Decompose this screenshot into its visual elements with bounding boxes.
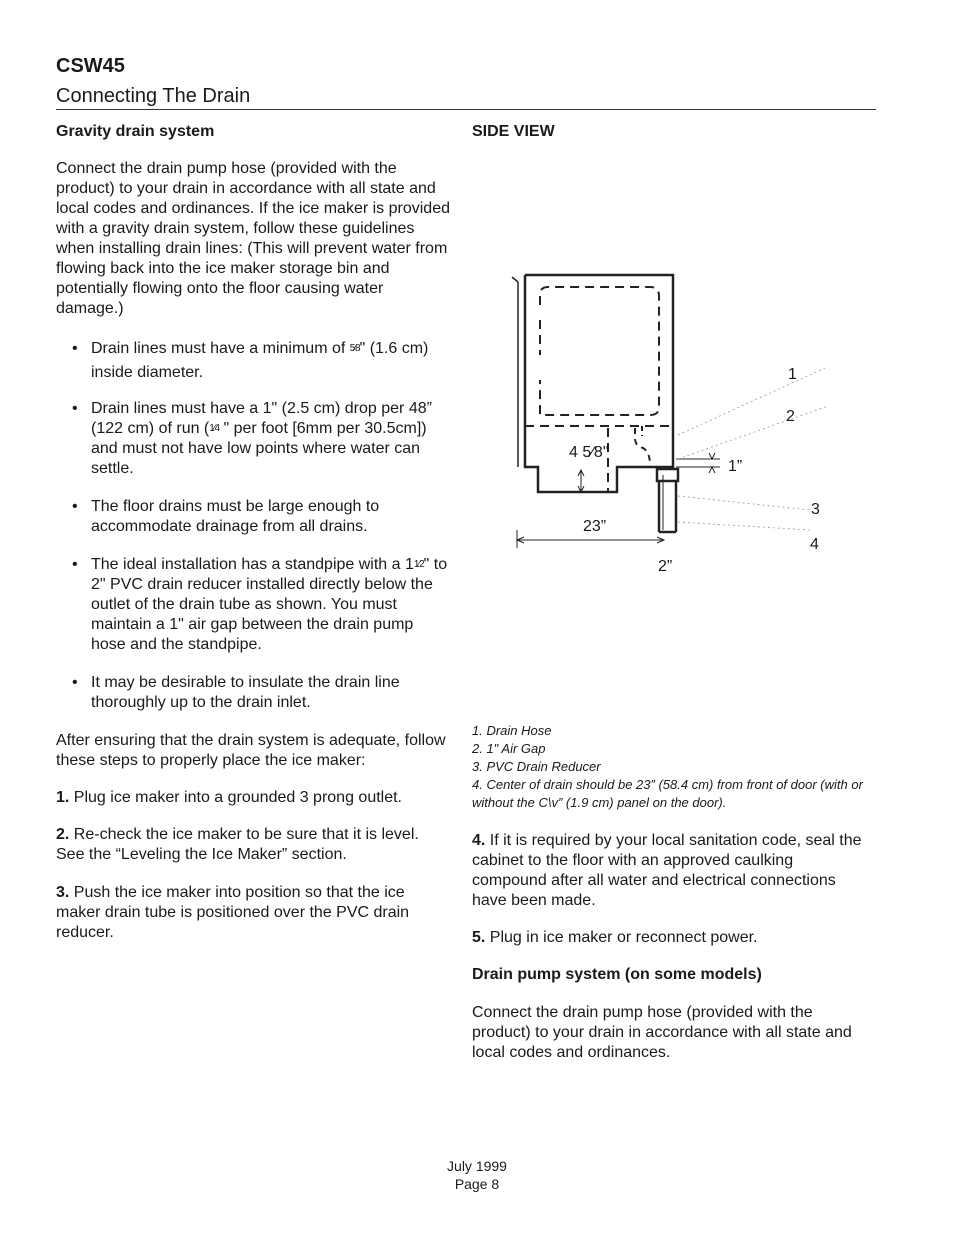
diagram-legend	[472, 722, 872, 812]
guideline-list	[56, 337, 451, 713]
callout-1: 1	[788, 366, 797, 383]
leader-4	[678, 522, 810, 530]
side-view-heading: SIDE VIEW	[472, 123, 555, 140]
footer	[377, 1157, 577, 1193]
title-rule	[56, 109, 876, 110]
fraction: 1⁄4	[209, 423, 220, 434]
list-item: • Drain lines must have a 1" (2.5 cm) drop per 48” (122 cm) of run (1⁄4 " per foot [6mm per 30.5cm]) and must not have low points where water can settle.	[56, 399, 451, 479]
list-item: • Drain lines must have a minimum of 5⁄8" (1.6 cm) inside diameter.	[56, 337, 451, 385]
left-column	[56, 122, 451, 943]
section-title: Connecting The Drain	[56, 85, 251, 107]
dim-depth-label: 23”	[583, 518, 607, 535]
legend-item: 1. Drain Hose	[472, 723, 552, 738]
callout-3: 3	[811, 501, 820, 518]
pvc-reducer	[657, 469, 678, 532]
step-3: 3. Push the ice maker into position so that the ice maker drain tube is positioned over the PVC drain reducer.	[56, 884, 410, 941]
after-paragraph: After ensuring that the drain system is adequate, follow these steps to properly place the ice maker:	[56, 732, 446, 769]
pump-heading: Drain pump system (on some models)	[472, 966, 762, 983]
gravity-intro: Connect the drain pump hose (provided with the product) to your drain in accordance with all state and local codes and ordinances. If the ice maker is provided with a gravity drain system, follow these guidelines when installing drain lines: (This will prevent water from flowing back into the ice maker storage bin and potentially flowing onto the floor causing water damage.)	[56, 160, 450, 317]
pump-text: Connect the drain pump hose (provided with the product) to your drain in accordance with all state and local codes and ordinances.	[472, 1004, 852, 1061]
list-item: • The ideal installation has a standpipe with a 11⁄2" to 2" PVC drain reducer installed directly below the outlet of the drain tube as shown. You must maintain a 1" air gap between the drain pump hose and the standpipe.	[56, 555, 451, 655]
dim-width-label: 2”	[658, 558, 673, 575]
leader-2	[678, 406, 828, 459]
list-item: • It may be desirable to insulate the drain line thoroughly up to the drain inlet.	[56, 673, 451, 713]
ice-bin-outline	[540, 287, 659, 415]
page-number: Page 8	[454, 1176, 500, 1192]
legend-item: 4. Center of drain should be 23” (58.4 cm) from front of door (with or without the C\v” (1.9 cm) panel on the door).	[472, 777, 863, 810]
fraction: 1⁄2	[413, 559, 424, 570]
leader-3	[678, 496, 810, 510]
step-4: 4. If it is required by your local sanitation code, seal the cabinet to the floor with an approved caulking compound after all water and electrical connections have been made.	[472, 832, 862, 909]
gravity-drain-heading: Gravity drain system	[56, 123, 215, 140]
leader-1	[678, 368, 825, 435]
dim-gap-label: 1”	[728, 458, 743, 475]
right-column-top	[472, 122, 872, 142]
step-1: 1. Plug ice maker into a grounded 3 prong outlet.	[56, 789, 402, 806]
legend-item: 3. PVC Drain Reducer	[472, 759, 601, 774]
legend-item: 2. 1" Air Gap	[472, 741, 546, 756]
footer-date: July 1999	[447, 1158, 507, 1174]
step-2: 2. Re-check the ice maker to be sure that it is level. See the “Leveling the Ice Maker” section.	[56, 826, 419, 863]
side-view-diagram	[500, 260, 840, 580]
model-title: CSW45	[56, 55, 125, 77]
drain-tube	[635, 428, 650, 465]
step-5: 5. Plug in ice maker or reconnect power.	[472, 929, 758, 946]
callout-2: 2	[786, 408, 795, 425]
fraction: 5⁄8	[349, 343, 360, 354]
dim-height-label: 4 5⁄8"	[569, 444, 609, 461]
list-item: • The floor drains must be large enough to accommodate drainage from all drains.	[56, 497, 451, 537]
right-column-bottom	[472, 831, 872, 1063]
callout-4: 4	[810, 536, 819, 553]
